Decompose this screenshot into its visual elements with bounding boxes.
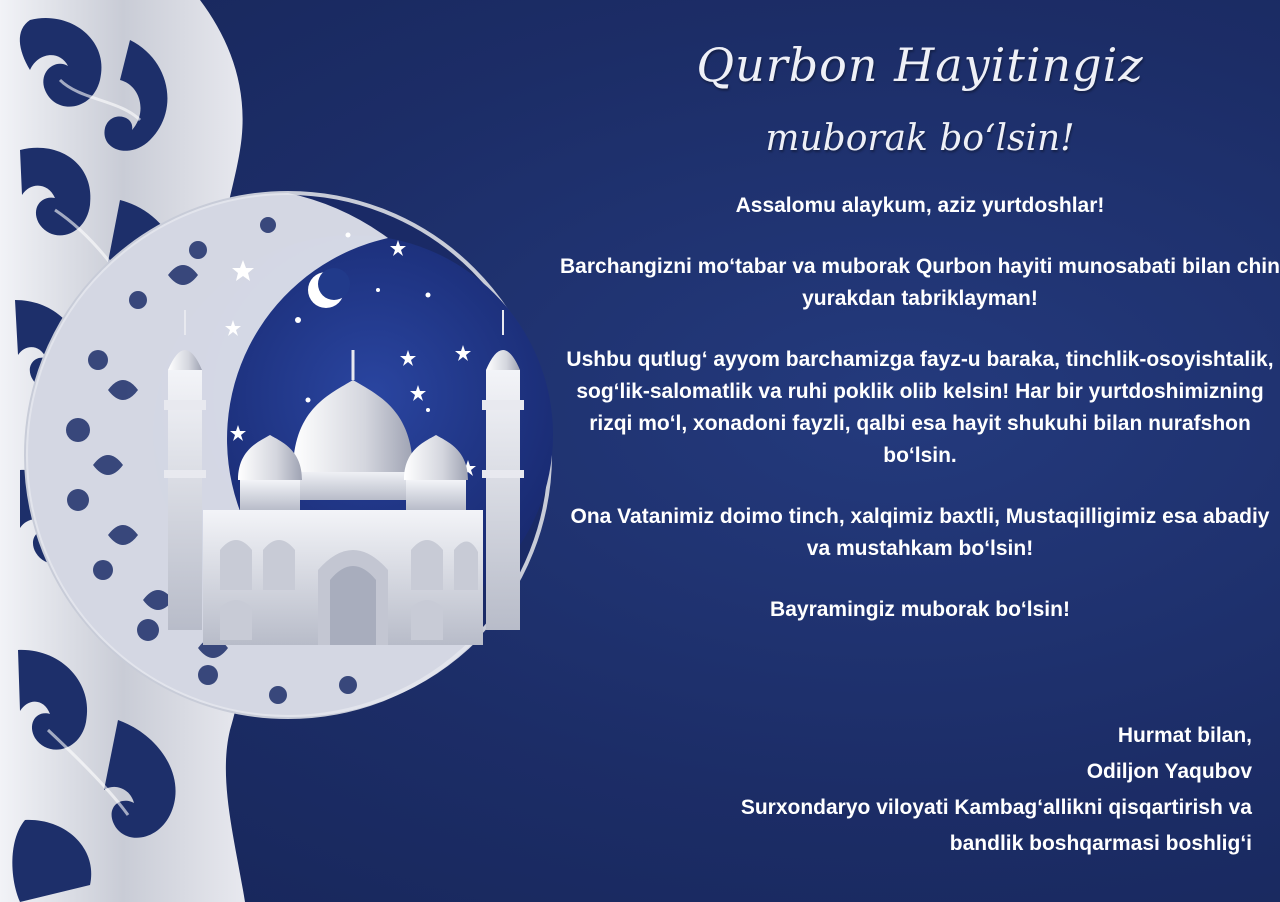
greeting-paragraph-3: Ona Vatanimiz doimo tinch, xalqimiz baxtli, Mustaqilligimiz esa abadiy va mustahkam bo‘lsin!: [570, 505, 1270, 560]
signature-regards: Hurmat bilan,: [1117, 724, 1252, 747]
card-subtitle: muborak bo‘lsin!: [765, 118, 1075, 159]
greeting-salutation: Assalomu alaykum, aziz yurtdoshlar!: [735, 194, 1105, 217]
signature-position-line-1: Surxondaryo viloyati Kambag‘allikni qisqartirish va: [740, 796, 1252, 819]
greeting-paragraph-2: Ushbu qutlug‘ ayyom barchamizga fayz-u baraka, tinchlik-osoyishtalik, sog‘lik-salomatlik va ruhi poklik olib kelsin! Har bir yurtdoshimizning rizqi mo‘l, xonadoni fayzli, qalbi esa hayit shukuhi bilan nurafshon bo‘lsin.: [566, 348, 1274, 467]
greeting-content: [560, 0, 1280, 902]
greeting-message: [560, 190, 1280, 655]
signature-position-line-2: bandlik boshqarmasi boshlig‘i: [949, 832, 1252, 855]
greeting-paragraph-1: Barchangizni mo‘tabar va muborak Qurbon hayiti munosabati bilan chin yurakdan tabriklayman!: [560, 255, 1280, 310]
signature-block: [552, 718, 1252, 862]
signature-name: Odiljon Yaqubov: [1086, 760, 1252, 783]
crescent-mosque-illustration: [8, 180, 558, 730]
greeting-closing: Bayramingiz muborak bo‘lsin!: [770, 598, 1070, 621]
card-title: Qurbon Hayitingiz: [696, 38, 1144, 92]
